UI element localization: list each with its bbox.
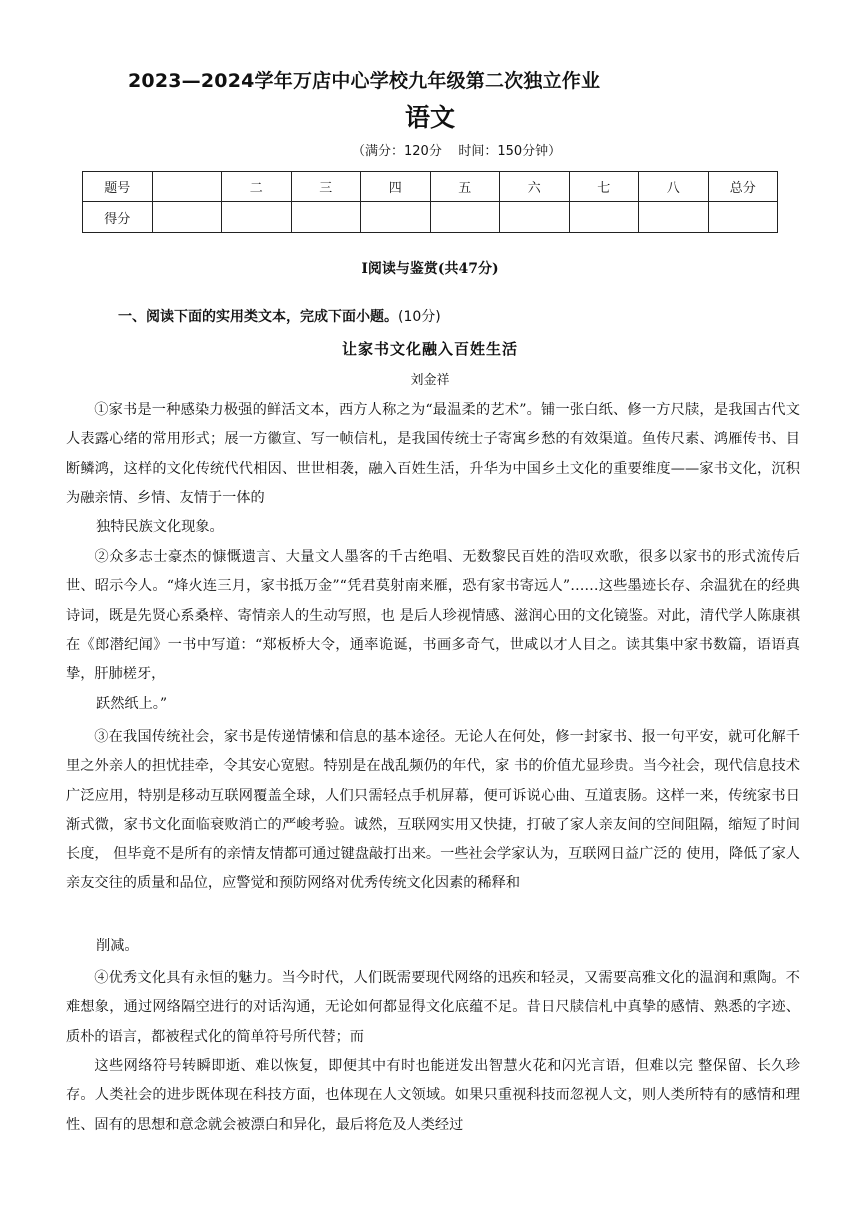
article-author: 刘金祥: [410, 373, 450, 388]
article-paragraph-5: [66, 1052, 800, 1140]
cell-q5: 五: [430, 172, 500, 202]
paragraph-3-tail: 削减。: [96, 938, 139, 954]
score-cell: [291, 202, 361, 233]
exam-title: 2023—2024学年万店中心学校九年级第二次独立作业: [128, 70, 601, 92]
paragraph-text: ②众多志士豪杰的慷慨遗言、大量文人墨客的千古绝唱、无数黎民百姓的浩叹欢歌，很多以家书的形式流传后世、昭示今人。“烽火连三月，家书抵万金”“凭君莫射南来雁，恐有家书寄远人”……这些墨迹长存、余温犹在的经典诗词，既是先贤心系桑梓、寄情亲人的生动写照，也 是后人珍视情感、滋润心田的文化镜鉴。对此，清代学人陈康祺在《郎潜纪闻》一书中写道：“郑板桥大令，通率诡诞，书画多奇气，世咸以才人目之。读其集中家书数篇，语语真挚，肝肺槎牙，: [66, 549, 800, 683]
score-cell: [361, 202, 431, 233]
score-cell: [569, 202, 639, 233]
subject-title: 语文: [404, 103, 455, 132]
paragraph-2-tail: 跃然纸上。”: [96, 696, 168, 712]
score-cell: [639, 202, 709, 233]
article-paragraph-3: [66, 723, 800, 899]
section-heading: I阅读与鉴赏(共47分): [361, 261, 499, 277]
cell-q4: 四: [361, 172, 431, 202]
paragraph-1-tail: 独特民族文化现象。: [96, 519, 224, 535]
cell-q6: 六: [500, 172, 570, 202]
cell-q8: 八: [639, 172, 709, 202]
paragraph-text: ③在我国传统社会，家书是传递情愫和信息的基本途径。无论人在何处，修一封家书、报一句平安，就可化解千里之外亲人的担忧挂牵，令其安心宽慰。特别是在战乱频仍的年代，家 书的价值尤显珍贵。当今社会，现代信息技术广泛应用，特别是移动互联网覆盖全球，人们只需轻点手机屏幕，便可诉说心曲、互道衷肠。这样一来，传统家书日渐式微，家书文化面临衰败消亡的严峻考验。诚然，互联网实用又快捷，打破了家人亲友间的空间阻隔，缩短了时间长度， 但毕竟不是所有的亲情友情都可通过键盘敲打出来。一些社会学家认为，互联网日益广泛的 使用，降低了家人亲友交往的质量和品位，应警觉和预防网络对优秀传统文化因素的稀释和: [66, 729, 800, 892]
article-title: 让家书文化融入百姓生活: [341, 340, 518, 358]
score-cell: [500, 202, 570, 233]
article-paragraph-1: [66, 396, 800, 513]
paragraph-text: ④优秀文化具有永恒的魅力。当今时代，人们既需要现代网络的迅疾和轻灵，又需要高雅文化的温润和熏陶。不难想象，通过网络隔空进行的对话沟通，无论如何都显得文化底蕴不足。昔日尺牍信札中真挚的感情、熟悉的字迹、质朴的语言，都被程式化的简单符号所代替；而: [66, 970, 800, 1045]
cell-q2: 二: [222, 172, 292, 202]
score-cell: [222, 202, 292, 233]
score-cell: [708, 202, 778, 233]
article-paragraph-4: [66, 964, 800, 1052]
score-table: [82, 171, 778, 233]
score-cell: [430, 202, 500, 233]
cell-total-label: 总分: [708, 172, 778, 202]
paragraph-text: 这些网络符号转瞬即逝、难以恢复，即便其中有时也能迸发出智慧火花和闪光言语，但难以完 整保留、长久珍存。人类社会的进步既体现在科技方面，也体现在人文领域。如果只重视科技而忽视人文，则人类所特有的感情和理性、固有的思想和意念就会被漂白和异化，最后将危及人类经过: [66, 1058, 800, 1133]
score-table-header-row: [83, 172, 778, 202]
cell-score-label: 得分: [83, 202, 153, 233]
cell-q7: 七: [569, 172, 639, 202]
question-heading-text: 一、阅读下面的实用类文本，完成下面小题。: [118, 309, 398, 325]
score-table-score-row: [83, 202, 778, 233]
question-heading: [118, 306, 441, 326]
paragraph-text: ①家书是一种感染力极强的鲜活文本，西方人称之为“最温柔的艺术”。铺一张白纸、修一方尺牍，是我国古代文人表露心绪的常用形式；展一方徽宣、写一帧信札，是我国传统士子寄寓乡愁的有效渠道。鱼传尺素、鸿雁传书、目断鳞鸿，这样的文化传统代代相因、世世相袭，融入百姓生活，升华为中国乡土文化的重要维度——家书文化，沉积为融亲情、乡情、友情于一体的: [66, 402, 800, 506]
score-cell: [152, 202, 222, 233]
article-paragraph-2: [66, 543, 800, 689]
score-time-info: （满分：120分 时间：150分钟）: [352, 144, 562, 159]
cell-q1: [152, 172, 222, 202]
cell-question-number-label: 题号: [83, 172, 153, 202]
question-points: (10分): [398, 309, 441, 325]
cell-q3: 三: [291, 172, 361, 202]
